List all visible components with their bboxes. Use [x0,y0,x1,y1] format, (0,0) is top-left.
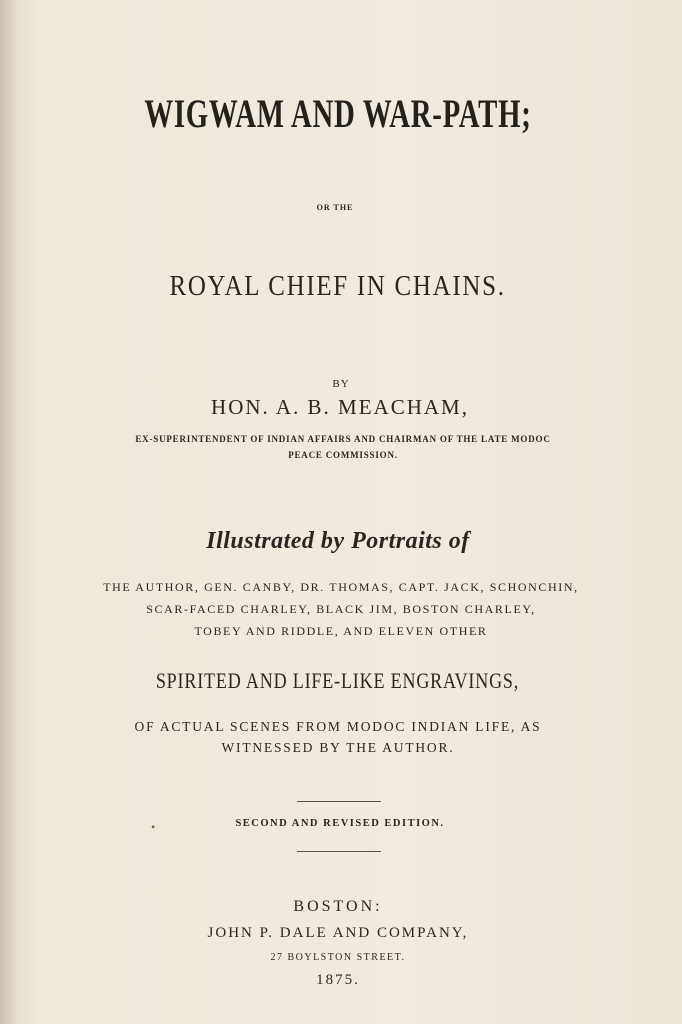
scenes-line: WITNESSED BY THE AUTHOR. [221,740,455,755]
ink-spot-mark: • [151,820,156,834]
portraits-line: SCAR-FACED CHARLEY, BLACK JIM, BOSTON CHARLEY, [146,602,536,616]
imprint-year: 1875. [316,972,360,988]
author-description-line: EX-SUPERINTENDENT OF INDIAN AFFAIRS AND CHAIRMAN OF THE LATE MODOC [135,434,551,444]
book-title: WIGWAM AND WAR-PATH; [144,91,532,136]
edition-statement: SECOND AND REVISED EDITION. [235,818,445,829]
book-subtitle: ROYAL CHIEF IN CHAINS. [169,270,506,302]
illustrated-heading: Illustrated by Portraits of [206,528,470,554]
engravings-heading: SPIRITED AND LIFE-LIKE ENGRAVINGS, [155,668,520,693]
imprint-city: BOSTON: [293,898,383,915]
author-description [2,431,682,463]
page-gutter-shadow [0,0,18,1024]
portraits-line: TOBEY AND RIDDLE, AND ELEVEN OTHER [194,624,488,638]
author-name: HON. A. B. MEACHAM, [211,395,469,419]
divider-rule [297,851,381,852]
divider-rule [297,801,381,802]
imprint-address: 27 BOYLSTON STREET. [270,952,406,963]
title-connector: OR THE [316,203,354,212]
scenes-line: OF ACTUAL SCENES FROM MODOC INDIAN LIFE, AS [134,719,542,734]
portraits-list [0,576,682,642]
portraits-line: THE AUTHOR, GEN. CANBY, DR. THOMAS, CAPT. JACK, SCHONCHIN, [103,580,579,594]
by-label: BY [332,378,350,390]
scenes-description [0,716,679,758]
author-description-line: PEACE COMMISSION. [288,450,398,460]
imprint-publisher: JOHN P. DALE AND COMPANY, [207,925,469,941]
